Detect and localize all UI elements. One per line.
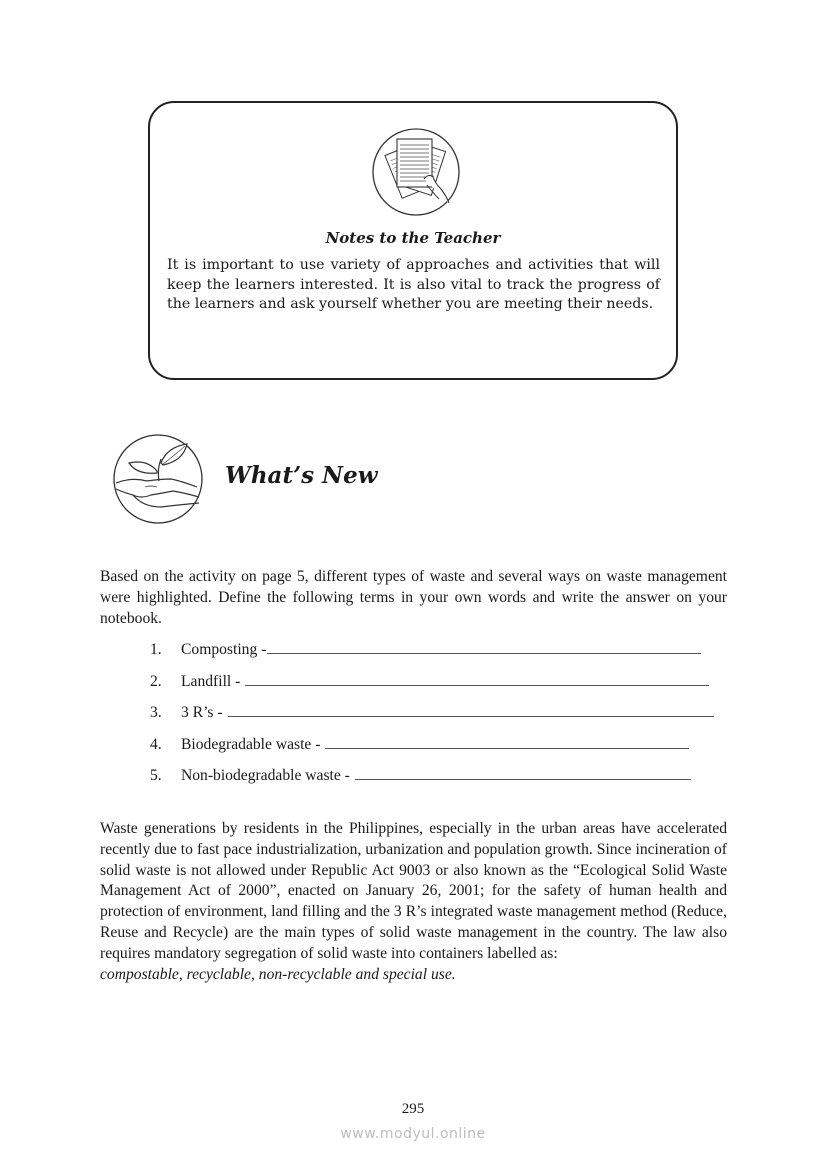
list-item: [150, 735, 730, 767]
item-term: Non-biodegradable waste -: [181, 767, 350, 785]
item-number: 4.: [150, 735, 162, 753]
watermark: www.modyul.online: [340, 1126, 486, 1142]
answer-line: [245, 672, 709, 686]
papers-in-hand-icon: [371, 127, 461, 217]
item-term: Composting -: [181, 641, 267, 658]
answer-line: [355, 766, 691, 780]
item-number: 2.: [150, 672, 162, 690]
notes-title: Notes to the Teacher: [325, 229, 501, 247]
list-item: [150, 703, 730, 735]
notes-to-teacher-box: [148, 101, 678, 380]
section-title-whats-new: What’s New: [225, 462, 378, 489]
item-number: 5.: [150, 767, 162, 785]
item-number: 3.: [150, 704, 162, 722]
list-item: [150, 766, 730, 798]
container-labels: compostable, recyclable, non-recyclable and special use.: [100, 965, 456, 983]
answer-line: [267, 640, 701, 654]
body-paragraph: [100, 819, 727, 985]
item-term: 3 R’s -: [181, 704, 223, 722]
terms-list: [150, 640, 730, 798]
seedling-in-hand-icon: [111, 433, 207, 525]
intro-paragraph: Based on the activity on page 5, different types of waste and several ways on waste management were highlighted. Define the following terms in your own words and write the answer on your notebook.: [100, 568, 727, 627]
answer-line: [228, 703, 714, 717]
item-number: 1.: [150, 641, 162, 658]
list-item: [150, 640, 730, 672]
item-term: Biodegradable waste -: [181, 735, 321, 753]
item-term: Landfill -: [181, 672, 241, 690]
list-item: [150, 672, 730, 704]
body-paragraph-text: Waste generations by residents in the Philippines, especially in the urban areas have accelerated recently due to fast pace industrialization, urbanization and population growth. Since incineration of solid waste is not allowed under Republic Act 9003 or also known as the “Ecological Solid Waste Management Act of 2000”, enacted on January 26, 2001; for the safety of human health and protection of environment, land filling and the 3 R’s integrated waste management method (Reduce, Reuse and Recycle) are the main types of solid waste management in the country. The law also requires mandatory segregation of solid waste into containers labelled as:: [100, 820, 727, 962]
page-number: 295: [401, 1101, 425, 1117]
answer-line: [325, 735, 689, 749]
notes-body: It is important to use variety of approaches and activities that will keep the learners interested. It is also vital to track the progress of the learners and ask yourself whether you are meeting their needs.: [167, 257, 660, 312]
